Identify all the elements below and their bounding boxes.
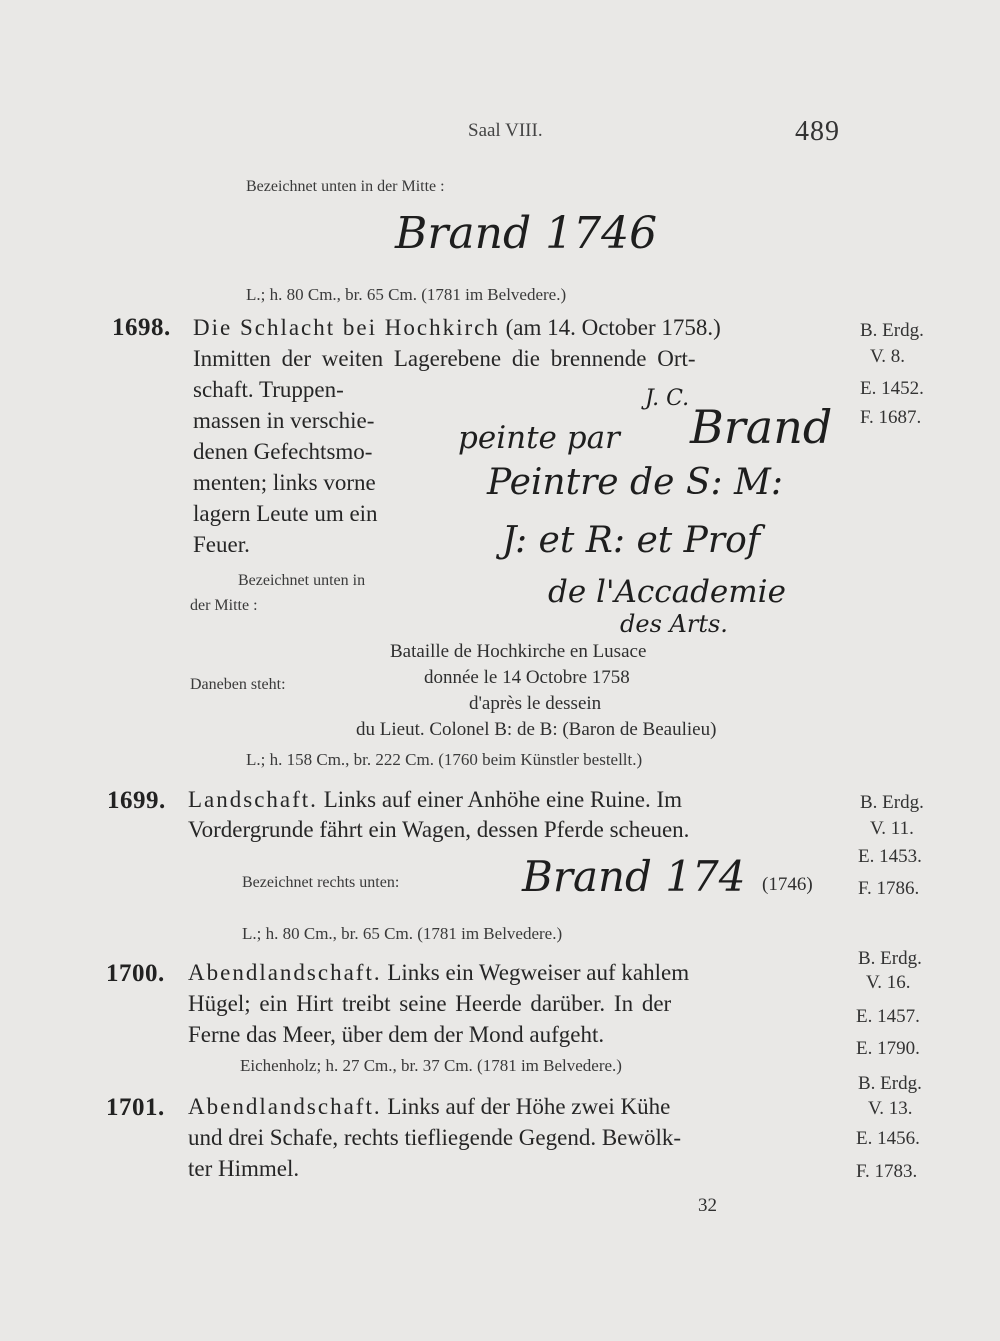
- reference: B. Erdg.: [860, 320, 924, 341]
- entry-title-line: [193, 315, 721, 341]
- description-line: Feuer.: [193, 532, 250, 557]
- reference: F. 1687.: [860, 407, 922, 428]
- description-line: Ferne das Meer, über dem der Mond aufgeht.: [188, 1022, 605, 1047]
- signature-note: (1746): [762, 874, 813, 895]
- entry-number: 1700.: [106, 960, 165, 987]
- entry-number: 1698.: [112, 314, 171, 341]
- reference: B. Erdg.: [860, 792, 924, 813]
- dimensions: L.; h. 80 Cm., br. 65 Cm. (1781 im Belvedere.): [246, 285, 567, 304]
- signature-mark: 32: [698, 1195, 717, 1216]
- description-line: ter Himmel.: [188, 1156, 300, 1181]
- dimensions: Eichenholz; h. 27 Cm., br. 37 Cm. (1781 im Belvedere.): [240, 1056, 622, 1075]
- inscription-line: d'après le dessein: [469, 693, 602, 714]
- signed-label: Bezeichnet rechts unten:: [242, 874, 400, 891]
- entry-title-line: [188, 960, 689, 986]
- inscription-line: Bataille de Hochkirche en Lusace: [390, 641, 647, 662]
- entry-title: Landschaft.: [188, 787, 318, 812]
- signed-label: Bezeichnet unten in: [238, 572, 366, 589]
- signature-line: de l'Accademie: [548, 574, 786, 610]
- signature-name: Brand: [690, 400, 833, 454]
- description-line: Hügel; ein Hirt treibt seine Heerde darüber. In der: [188, 991, 672, 1016]
- signature-line: des Arts.: [620, 610, 728, 638]
- inscription-line: du Lieut. Colonel B: de B: (Baron de Beaulieu): [356, 719, 717, 740]
- signed-label: der Mitte :: [190, 597, 258, 614]
- running-header: Saal VIII.: [468, 120, 543, 141]
- description-line: Links auf einer Anhöhe eine Ruine. Im: [323, 787, 683, 812]
- description-line: Links ein Wegweiser auf kahlem: [387, 960, 690, 985]
- signature-line: J: et R: et Prof: [502, 520, 761, 561]
- description-line: Inmitten der weiten Lagerebene die brennende Ort-: [193, 346, 696, 371]
- inscription-line: donnée le 14 Octobre 1758: [424, 667, 630, 688]
- reference: E. 1457.: [856, 1006, 920, 1027]
- reference: F. 1783.: [856, 1161, 918, 1182]
- reference: V. 8.: [870, 346, 906, 367]
- entry-number: 1699.: [107, 787, 166, 814]
- reference: B. Erdg.: [858, 948, 922, 969]
- description-line: Vordergrunde fährt ein Wagen, dessen Pferde scheuen.: [188, 817, 690, 842]
- dimensions: L.; h. 158 Cm., br. 222 Cm. (1760 beim Künstler bestellt.): [246, 750, 643, 769]
- reference: E. 1452.: [860, 378, 924, 399]
- signature-image: Brand 174: [522, 852, 746, 901]
- reference: E. 1456.: [856, 1128, 920, 1149]
- entry-title-line: [188, 1094, 670, 1120]
- reference: V. 11.: [870, 818, 914, 839]
- signature-image: Brand 1746: [395, 208, 658, 259]
- entry-title-date: (am 14. October 1758.): [505, 315, 721, 340]
- reference: V. 16.: [866, 972, 911, 993]
- description-line: menten; links vorne: [193, 470, 376, 495]
- entry-title: Die Schlacht bei Hochkirch: [193, 315, 500, 340]
- entry-number: 1701.: [106, 1094, 165, 1121]
- entry-title: Abendlandschaft.: [188, 1094, 382, 1119]
- dimensions: L.; h. 80 Cm., br. 65 Cm. (1781 im Belvedere.): [242, 924, 563, 943]
- beside-label: Daneben steht:: [190, 676, 286, 693]
- signed-label: Bezeichnet unten in der Mitte :: [246, 178, 445, 195]
- signature-line: Peintre de S: M:: [487, 462, 784, 503]
- entry-title: Abendlandschaft.: [188, 960, 382, 985]
- description-line: und drei Schafe, rechts tiefliegende Gegend. Bewölk-: [188, 1125, 682, 1150]
- reference: E. 1453.: [858, 846, 922, 867]
- description-line: massen in verschie-: [193, 408, 375, 433]
- description-line: lagern Leute um ein: [193, 501, 378, 526]
- description-line: denen Gefechtsmo-: [193, 439, 373, 464]
- reference: V. 13.: [868, 1098, 913, 1119]
- reference: B. Erdg.: [858, 1073, 922, 1094]
- reference: E. 1790.: [856, 1038, 920, 1059]
- description-line: Links auf der Höhe zwei Kühe: [387, 1094, 671, 1119]
- signature-initials: J. C.: [645, 386, 690, 411]
- description-line: schaft. Truppen-: [193, 377, 344, 402]
- signature-line: peinte par: [458, 420, 620, 456]
- page-number: 489: [795, 116, 840, 147]
- reference: F. 1786.: [858, 878, 920, 899]
- entry-title-line: [188, 787, 682, 813]
